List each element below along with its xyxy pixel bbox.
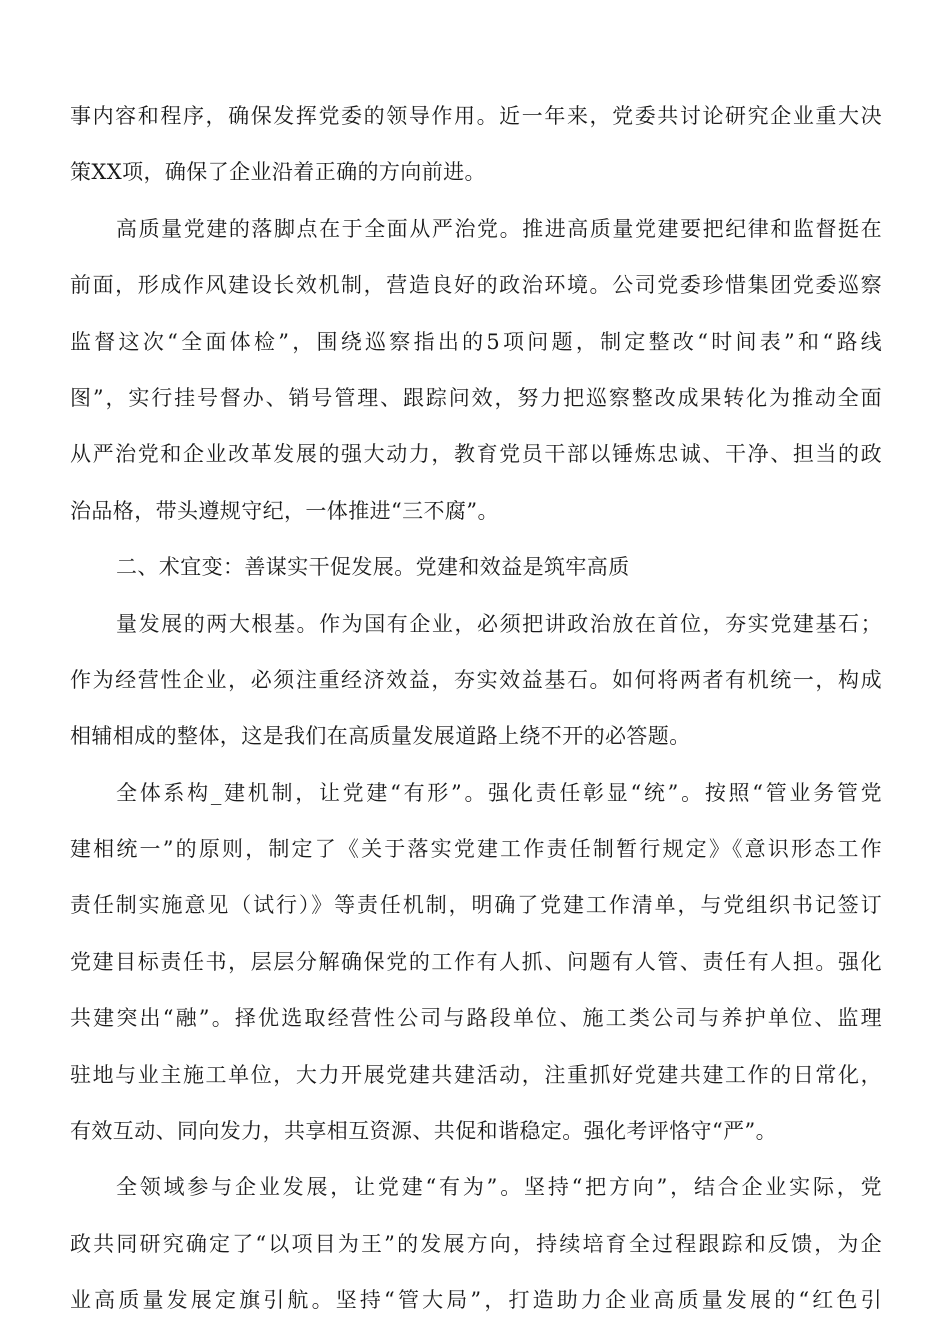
section-heading-line: 二、术宜变：善谋实干促发展。党建和效益是筑牢高质 <box>116 555 630 580</box>
text-line: 治品格，带头遵规守纪，一体推进“三不腐”。 <box>70 498 499 523</box>
text-line: 有效互动、同向发力，共享相互资源、共促和谐稳定。强化考评恪守“严”。 <box>70 1119 778 1144</box>
text-line: 前面，形成作风建设长效机制，营造良好的政治环境。公司党委珍惜集团党委巡察 <box>70 273 882 298</box>
text-line: 共建突出“融”。择优选取经营性公司与路段单位、施工类公司与养护单位、监理 <box>70 1006 882 1031</box>
text-line: 建相统一”的原则，制定了《关于落实党建工作责任制暂行规定》《意识形态工作 <box>70 837 882 862</box>
text-line: 全体系构_建机制，让党建“有形”。强化责任彰显“统”。按照“管业务管党 <box>116 780 882 805</box>
text-line: 责任制实施意见（试行）》等责任机制，明确了党建工作清单，与党组织书记签订 <box>70 893 882 918</box>
text-line: 策XX项，确保了企业沿着正确的方向前进。 <box>70 160 486 185</box>
text-line: 量发展的两大根基。作为国有企业，必须把讲政治放在首位，夯实党建基石； <box>116 611 882 636</box>
text-line: 事内容和程序，确保发挥党委的领导作用。近一年来，党委共讨论研究企业重大决 <box>70 104 882 128</box>
text-line: 党建目标责任书，层层分解确保党的工作有人抓、问题有人管、责任有人担。强化 <box>70 949 882 974</box>
text-line: 图”，实行挂号督办、销号管理、跟踪问效，努力把巡察整改成果转化为推动全面 <box>70 385 882 410</box>
text-line: 高质量党建的落脚点在于全面从严治党。推进高质量党建要把纪律和监督挺在 <box>116 216 882 241</box>
text-line: 作为经营性企业，必须注重经济效益，夯实效益基石。如何将两者有机统一，构成 <box>70 667 882 692</box>
text-line: 业高质量发展定旗引航。坚持“管大局”，打造助力企业高质量发展的“红色引 <box>70 1288 882 1313</box>
document-body <box>70 88 882 1329</box>
text-line: 从严治党和企业改革发展的强大动力，教育党员干部以锤炼忠诚、干净、担当的政 <box>70 442 882 467</box>
text-line: 全领域参与企业发展，让党建“有为”。坚持“把方向”，结合企业实际，党 <box>116 1175 882 1200</box>
text-line: 驻地与业主施工单位，大力开展党建共建活动，注重抓好党建共建工作的日常化， <box>70 1062 882 1087</box>
text-line: 政共同研究确定了“以项目为王”的发展方向，持续培育全过程跟踪和反馈，为企 <box>70 1231 882 1256</box>
text-line: 监督这次“全面体检”，围绕巡察指出的5项问题，制定整改“时间表”和“路线 <box>70 329 882 354</box>
text-line: 相辅相成的整体，这是我们在高质量发展道路上绕不开的必答题。 <box>70 724 691 749</box>
